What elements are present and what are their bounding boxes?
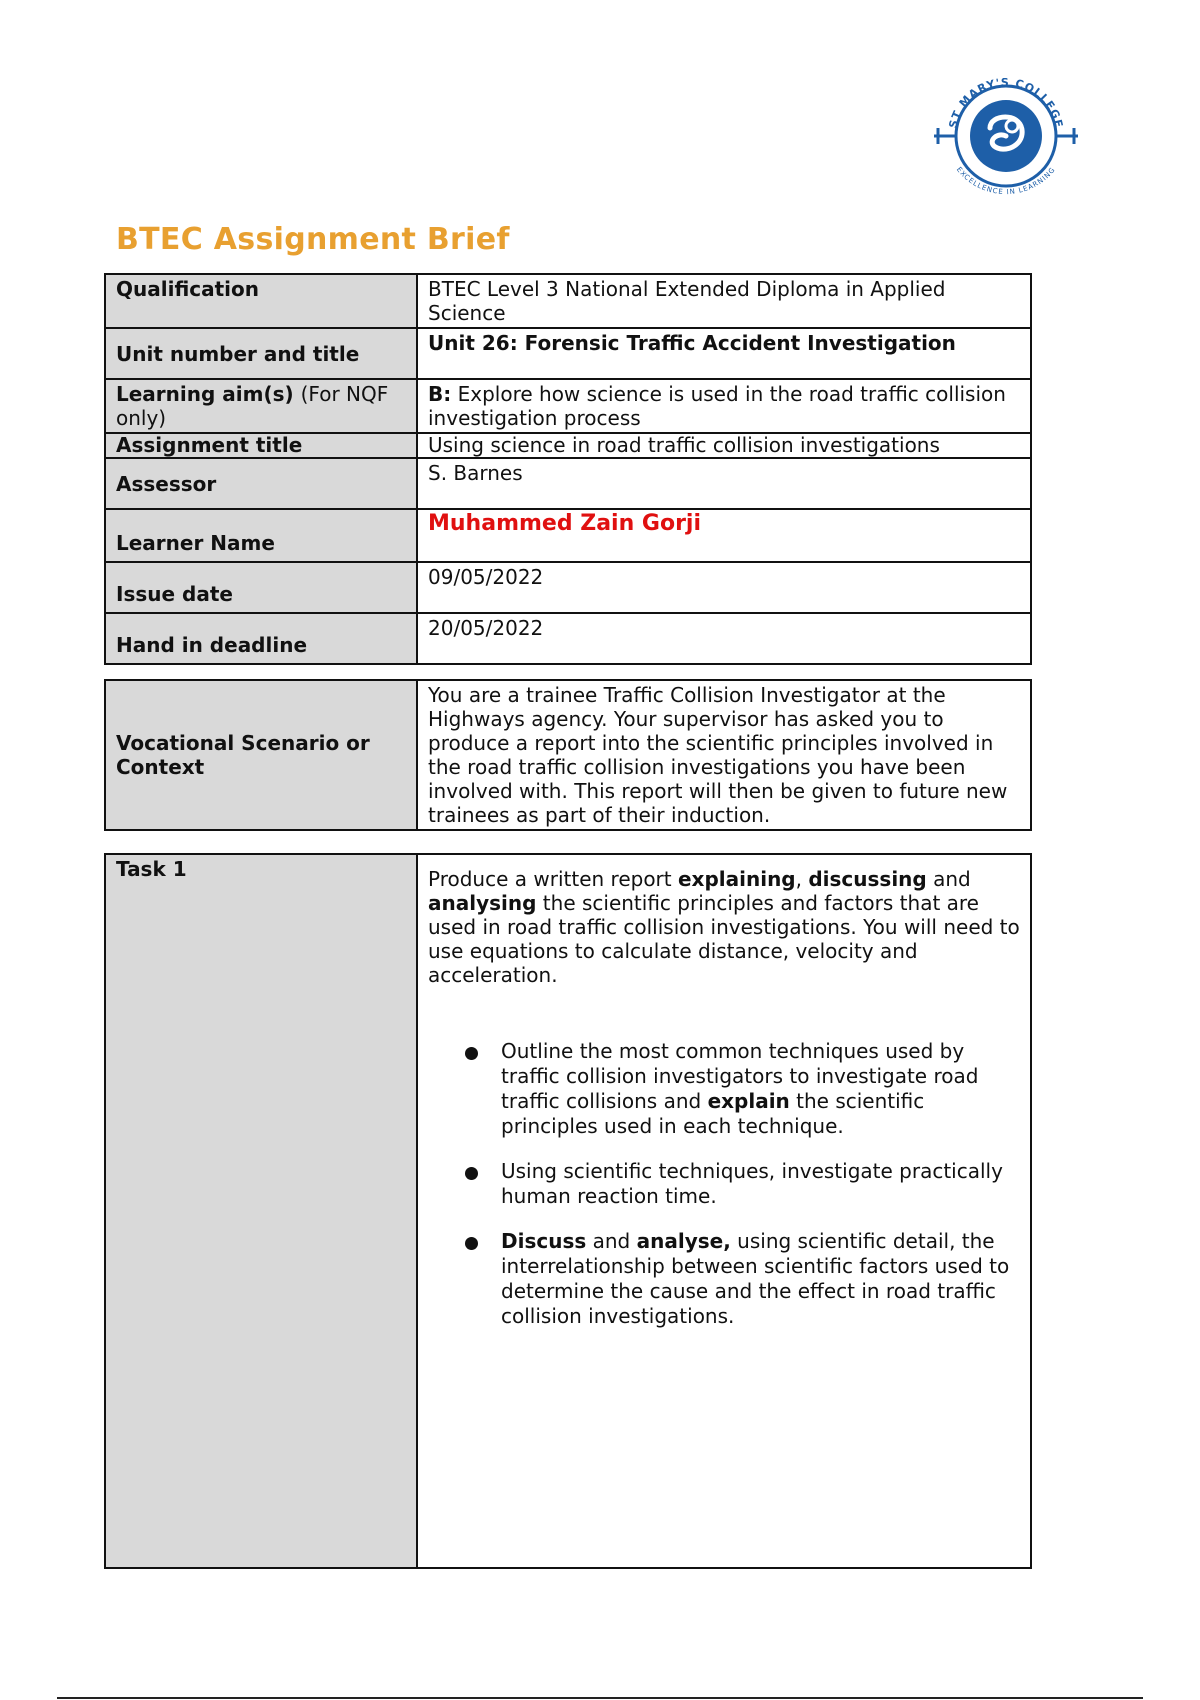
page-title: BTEC Assignment Brief bbox=[116, 222, 510, 257]
learning-aim-prefix: B: bbox=[428, 382, 452, 406]
learning-aim-text: Explore how science is used in the road traffic collision investigation process bbox=[428, 382, 1006, 430]
qualification-label: Qualification bbox=[105, 274, 417, 328]
assignment-title-label: Assignment title bbox=[105, 433, 417, 458]
learner-label: Learner Name bbox=[105, 509, 417, 562]
logo-name: ST MARY'S COLLEGE bbox=[946, 78, 1066, 130]
unit-row bbox=[105, 328, 1031, 379]
deadline-label: Hand in deadline bbox=[105, 613, 417, 664]
assessor-label: Assessor bbox=[105, 458, 417, 509]
task-bullet: Using scientific techniques, investigate practically human reaction time. bbox=[501, 1159, 1020, 1209]
scenario-label: Vocational Scenario or Context bbox=[105, 680, 417, 830]
assignment-title-row bbox=[105, 433, 1031, 458]
assessor-value: S. Barnes bbox=[417, 458, 1031, 509]
assignment-title-value: Using science in road traffic collision investigations bbox=[417, 433, 1031, 458]
deadline-value: 20/05/2022 bbox=[417, 613, 1031, 664]
learner-row bbox=[105, 509, 1031, 562]
assessor-row bbox=[105, 458, 1031, 509]
issue-date-row bbox=[105, 562, 1031, 613]
footer-rule bbox=[57, 1697, 1143, 1699]
learning-aim-value bbox=[417, 379, 1031, 433]
qualification-row bbox=[105, 274, 1031, 328]
college-logo bbox=[928, 78, 1084, 198]
task-intro: Produce a written report explaining, discussing and analysing the scientific principles and factors that are used in road traffic collision investigations. You will need to use equations to calculate distance, velocity and acceleration. bbox=[428, 867, 1020, 987]
qualification-value: BTEC Level 3 National Extended Diploma in Applied Science bbox=[417, 274, 1031, 328]
logo-motto: EXCELLENCE IN LEARNING bbox=[954, 165, 1058, 197]
learning-aim-label bbox=[105, 379, 417, 433]
task-table bbox=[104, 853, 1032, 1569]
issue-date-label: Issue date bbox=[105, 562, 417, 613]
task-bullet: Discuss and analyse, using scientific detail, the interrelationship between scientific factors used to determine the cause and the effect in road traffic collision investigations. bbox=[501, 1229, 1020, 1329]
task-content bbox=[417, 854, 1031, 1568]
unit-value: Unit 26: Forensic Traffic Accident Investigation bbox=[417, 328, 1031, 379]
task-bullet-list bbox=[428, 1039, 1020, 1329]
learner-name-value: Muhammed Zain Gorji bbox=[417, 509, 1031, 562]
scenario-text: You are a trainee Traffic Collision Investigator at the Highways agency. Your supervisor has asked you to produce a report into the scientific principles involved in the road traffic collision investigations you have been involved with. This report will then be given to future new trainees as part of their induction. bbox=[417, 680, 1031, 830]
assignment-details-table bbox=[104, 273, 1032, 665]
unit-label: Unit number and title bbox=[105, 328, 417, 379]
task-row bbox=[105, 854, 1031, 1568]
scenario-row bbox=[105, 680, 1031, 830]
learning-aim-label-text: Learning aim(s) bbox=[116, 382, 294, 406]
deadline-row bbox=[105, 613, 1031, 664]
scenario-table bbox=[104, 679, 1032, 831]
task-bullet: Outline the most common techniques used by traffic collision investigators to investigate road traffic collisions and explain the scientific principles used in each technique. bbox=[501, 1039, 1020, 1139]
issue-date-value: 09/05/2022 bbox=[417, 562, 1031, 613]
learning-aim-label-note: (For NQF only) bbox=[116, 382, 389, 430]
learning-aim-row bbox=[105, 379, 1031, 433]
task-label: Task 1 bbox=[105, 854, 417, 1568]
